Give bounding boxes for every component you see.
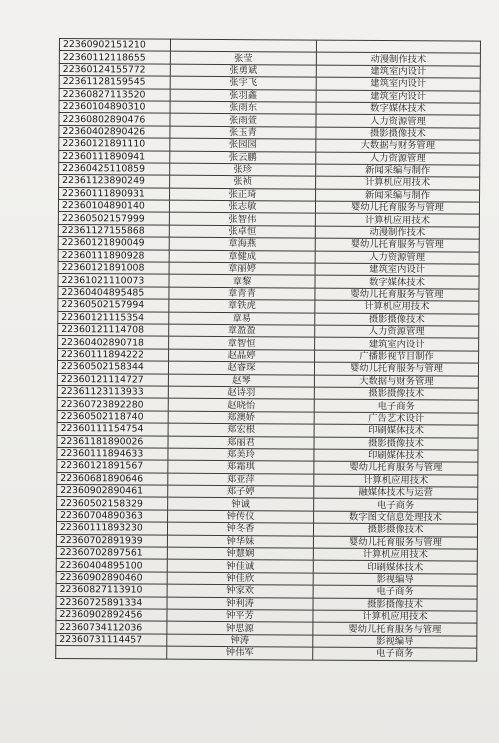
student-name-cell: 张正琦 xyxy=(170,188,316,201)
student-name-cell: 张雨萱 xyxy=(170,114,316,127)
major-cell: 影视编导 xyxy=(313,573,477,586)
student-id-cell: 22360111890931 xyxy=(59,187,170,200)
student-id-cell: 22360121890049 xyxy=(58,237,169,250)
major-cell: 建筑室内设计 xyxy=(315,263,479,276)
major-cell: 电子商务 xyxy=(314,499,478,512)
student-name-cell: 钟佳欣 xyxy=(167,572,313,585)
major-cell: 婴幼儿托育服务与管理 xyxy=(313,622,477,635)
student-id-cell: 22360802890476 xyxy=(59,113,170,126)
major-cell: 摄影摄像技术 xyxy=(315,313,479,326)
student-name-cell: 章智恒 xyxy=(169,337,315,350)
student-name-cell: 张雨东 xyxy=(170,101,316,114)
student-id-cell: 22360502157994 xyxy=(58,299,169,312)
student-name-cell: 钟伟军 xyxy=(167,646,313,659)
major-cell: 影视编导 xyxy=(313,635,477,648)
student-id-cell: 22361181890026 xyxy=(57,435,168,448)
student-name-cell: 张卓恒 xyxy=(169,225,315,238)
major-cell: 人力资源管理 xyxy=(315,251,479,264)
student-name-cell: 郑丽君 xyxy=(168,436,314,449)
student-name-cell: 郑子婷 xyxy=(168,485,314,498)
major-cell: 摄影摄像技术 xyxy=(313,523,477,536)
major-cell: 婴幼儿托育服务与管理 xyxy=(315,201,479,214)
student-id-cell: 22360121891008 xyxy=(58,262,169,275)
student-id-cell: 22360111154754 xyxy=(57,423,168,436)
student-name-cell: 郑宏根 xyxy=(168,423,314,436)
major-cell: 电子商务 xyxy=(314,399,478,412)
student-id-cell: 22360827113910 xyxy=(56,584,167,597)
student-id-cell: 22360502118740 xyxy=(57,410,168,423)
student-name-cell: 章青青 xyxy=(169,287,315,300)
student-name-cell: 张志敏 xyxy=(169,200,315,213)
major-cell: 大数据与财务管理 xyxy=(314,375,478,388)
major-cell: 数字媒体技术 xyxy=(316,102,480,115)
student-name-cell: 张智伟 xyxy=(169,213,315,226)
student-name-cell: 钟思源 xyxy=(167,622,313,635)
student-id-cell: 22360702891939 xyxy=(56,534,167,547)
student-id-cell: 22360734112036 xyxy=(56,621,167,634)
major-cell: 新闻采编与制作 xyxy=(316,189,480,202)
student-id-cell: 22360425110859 xyxy=(59,162,170,175)
student-name-cell: 张祯 xyxy=(170,175,316,188)
student-id-cell: 22360725891334 xyxy=(56,596,167,609)
student-name-cell: 章海燕 xyxy=(169,237,315,250)
major-cell: 摄影摄像技术 xyxy=(314,387,478,400)
student-name-cell: 赵睿琛 xyxy=(168,361,314,374)
major-cell: 建筑室内设计 xyxy=(316,90,480,103)
student-id-cell: 22361123890249 xyxy=(59,175,170,188)
major-cell: 广告艺术设计 xyxy=(314,412,478,425)
student-name-cell: 钟冬香 xyxy=(167,522,313,535)
major-cell: 人力资源管理 xyxy=(316,152,480,165)
student-name-cell: 章铁虎 xyxy=(169,299,315,312)
major-cell: 印刷媒体技术 xyxy=(314,424,478,437)
student-id-cell: 22360104890310 xyxy=(59,100,170,113)
major-cell: 数字图文信息处理技术 xyxy=(314,511,478,524)
student-id-cell: 22360902892456 xyxy=(56,608,167,621)
major-cell: 印刷媒体技术 xyxy=(314,449,478,462)
student-id-cell: 22360121891110 xyxy=(59,138,170,151)
major-cell: 摄影摄像技术 xyxy=(316,127,480,140)
student-id-cell: 22360502158344 xyxy=(57,361,168,374)
major-cell: 计算机应用技术 xyxy=(314,474,478,487)
student-name-cell: 钟佳诚 xyxy=(167,560,313,573)
student-id-cell: 22360121114727 xyxy=(57,373,168,386)
student-name-cell: 钟慧娴 xyxy=(167,547,313,560)
major-cell: 动漫制作技术 xyxy=(315,226,479,239)
major-cell: 人力资源管理 xyxy=(316,114,480,127)
major-cell: 广播影视节目制作 xyxy=(315,350,479,363)
student-id-cell: 22360902890461 xyxy=(57,485,168,498)
student-name-cell: 赵诗羽 xyxy=(168,386,314,399)
major-cell: 人力资源管理 xyxy=(315,325,479,338)
student-id-cell: 22360111890928 xyxy=(58,249,169,262)
student-name-cell: 张玉青 xyxy=(170,126,316,139)
major-cell: 计算机应用技术 xyxy=(313,548,477,561)
student-name-cell: 张羽鑫 xyxy=(170,89,316,102)
student-id-cell: 22360404895485 xyxy=(58,286,169,299)
student-id-cell: 22360111894222 xyxy=(58,348,169,361)
student-id-cell: 22360111894633 xyxy=(57,447,168,460)
student-name-cell: 章健成 xyxy=(169,250,315,263)
student-name-cell: 张勇斌 xyxy=(170,64,316,77)
major-cell: 建筑室内设计 xyxy=(316,65,480,78)
student-name-cell: 钟平芳 xyxy=(167,609,313,622)
student-id-cell: 22360723892280 xyxy=(57,398,168,411)
student-name-cell: 张莹 xyxy=(170,52,316,65)
student-name-cell: 郑美玲 xyxy=(168,448,314,461)
student-id-cell xyxy=(56,646,167,659)
major-cell: 计算机应用技术 xyxy=(315,300,479,313)
student-id-cell: 22360112118655 xyxy=(59,51,170,64)
student-id-cell: 22360121115354 xyxy=(58,311,169,324)
student-id-cell: 22360121114708 xyxy=(58,323,169,336)
student-id-cell: 22360124155772 xyxy=(59,63,170,76)
major-cell: 婴幼儿托育服务与管理 xyxy=(313,536,477,549)
major-cell: 印刷媒体技术 xyxy=(313,560,477,573)
student-name-cell: 钟家欢 xyxy=(167,584,313,597)
student-id-cell: 22361021110073 xyxy=(58,274,169,287)
major-cell: 建筑室内设计 xyxy=(315,337,479,350)
major-cell: 摄影摄像技术 xyxy=(314,437,478,450)
major-cell xyxy=(316,40,480,53)
student-name-cell: 钟诚 xyxy=(168,498,314,511)
student-id-cell: 22360702897561 xyxy=(56,547,167,560)
major-cell: 婴幼儿托育服务与管理 xyxy=(315,288,479,301)
student-name-cell: 钟涛 xyxy=(167,634,313,647)
student-id-cell: 22360902151210 xyxy=(59,39,170,52)
student-name-cell: 钟华妹 xyxy=(167,535,313,548)
major-cell: 计算机应用技术 xyxy=(315,214,479,227)
student-name-cell: 郑霜琪 xyxy=(168,460,314,473)
student-name-cell: 章易 xyxy=(169,312,315,325)
student-id-cell: 22360827113520 xyxy=(59,88,170,101)
student-name-cell xyxy=(170,39,316,52)
table-body xyxy=(56,39,481,661)
major-cell: 融媒体技术与运营 xyxy=(314,486,478,499)
student-id-cell: 22360704890363 xyxy=(57,509,168,522)
student-id-cell: 22361128159545 xyxy=(59,76,170,89)
student-id-cell: 22360402890718 xyxy=(58,336,169,349)
student-name-cell: 钟利涛 xyxy=(167,597,313,610)
major-cell: 数字媒体技术 xyxy=(315,275,479,288)
student-name-cell: 章丽婷 xyxy=(169,262,315,275)
student-id-cell: 22360121891567 xyxy=(57,460,168,473)
student-name-cell: 章盈盈 xyxy=(169,324,315,337)
major-cell: 新闻采编与制作 xyxy=(316,164,480,177)
student-name-cell: 钟传仪 xyxy=(168,510,314,523)
student-id-cell: 22360111893230 xyxy=(56,522,167,535)
table-row xyxy=(56,646,477,661)
student-id-cell: 22360731114457 xyxy=(56,633,167,646)
student-name-cell: 张宇飞 xyxy=(170,76,316,89)
student-id-cell: 22360681890646 xyxy=(57,472,168,485)
student-id-cell: 22360111890941 xyxy=(59,150,170,163)
major-cell: 电子商务 xyxy=(313,585,477,598)
student-id-cell: 22360902890460 xyxy=(56,571,167,584)
student-id-cell: 22360404895100 xyxy=(56,559,167,572)
student-id-cell: 22360502158329 xyxy=(57,497,168,510)
student-name-cell: 章黎 xyxy=(169,275,315,288)
student-name-cell: 赵晓怡 xyxy=(168,399,314,412)
major-cell: 婴幼儿托育服务与管理 xyxy=(314,362,478,375)
major-cell: 婴幼儿托育服务与管理 xyxy=(314,461,478,474)
major-cell: 电子商务 xyxy=(313,647,477,660)
student-name-cell: 赵晶婷 xyxy=(169,349,315,362)
student-list-table xyxy=(55,38,481,661)
major-cell: 大数据与财务管理 xyxy=(316,139,480,152)
major-cell: 摄影摄像技术 xyxy=(313,598,477,611)
student-name-cell: 张园园 xyxy=(170,138,316,151)
student-id-cell: 22361127155868 xyxy=(58,224,169,237)
student-name-cell: 郑澳娇 xyxy=(168,411,314,424)
major-cell: 建筑室内设计 xyxy=(316,77,480,90)
student-name-cell: 张云鹏 xyxy=(170,151,316,164)
major-cell: 计算机应用技术 xyxy=(313,610,477,623)
major-cell: 动漫制作技术 xyxy=(316,52,480,65)
student-name-cell: 赵琴 xyxy=(168,374,314,387)
major-cell: 计算机应用技术 xyxy=(316,176,480,189)
student-id-cell: 22360402890426 xyxy=(59,125,170,138)
major-cell: 婴幼儿托育服务与管理 xyxy=(315,238,479,251)
student-id-cell: 22360502157999 xyxy=(58,212,169,225)
student-id-cell: 22361123113933 xyxy=(57,385,168,398)
student-name-cell: 郑亚萍 xyxy=(168,473,314,486)
student-id-cell: 22360104890140 xyxy=(58,200,169,213)
student-name-cell: 张珍 xyxy=(170,163,316,176)
